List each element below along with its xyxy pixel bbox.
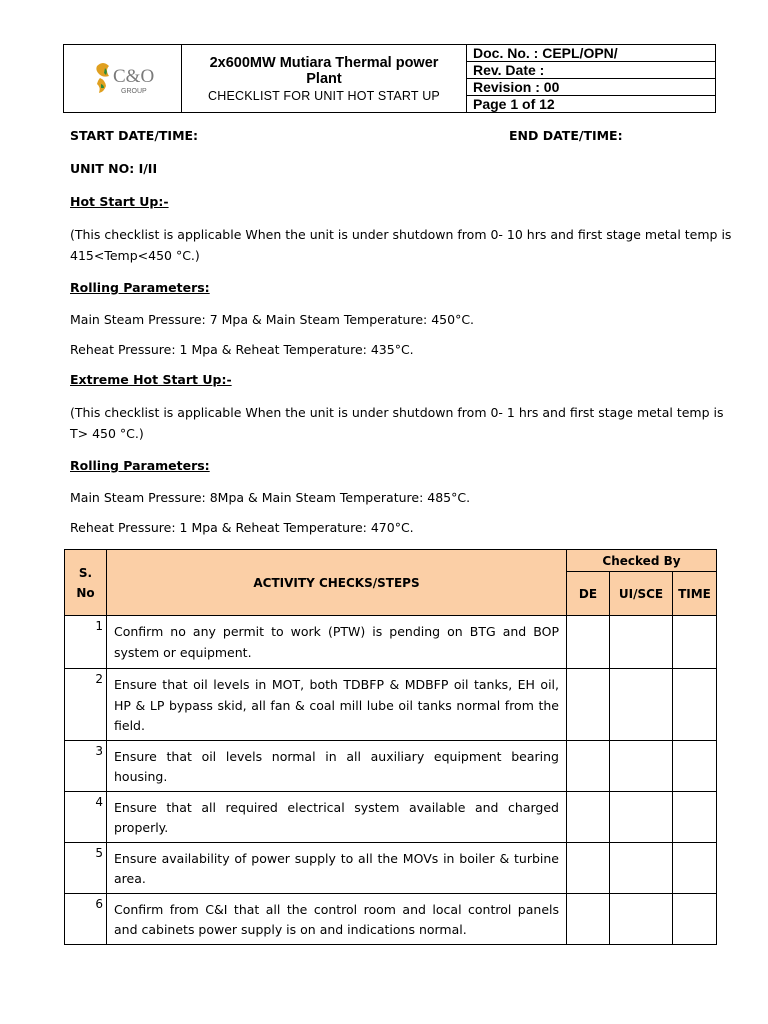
de-cell[interactable] (567, 740, 610, 791)
activity-text: Confirm from C&I that all the control room and local control panels and cabinets power supply is on and indications normal. (107, 893, 567, 944)
document-header (63, 44, 716, 113)
de-cell[interactable] (567, 616, 610, 669)
activity-text: Ensure availability of power supply to all the MOVs in boiler & turbine area. (107, 842, 567, 893)
rev-date: Rev. Date : (467, 62, 715, 79)
time-cell[interactable] (673, 740, 717, 791)
start-date-label: START DATE/TIME: (70, 128, 199, 143)
hot-reheat: Reheat Pressure: 1 Mpa & Reheat Temperature: 435°C. (70, 342, 414, 357)
checklist-table (64, 549, 717, 945)
plant-title: 2x600MW Mutiara Thermal power Plant (209, 55, 439, 87)
row-number: 6 (65, 893, 107, 944)
de-cell[interactable] (567, 842, 610, 893)
extreme-reheat: Reheat Pressure: 1 Mpa & Reheat Temperature: 470°C. (70, 520, 414, 535)
table-row (65, 842, 717, 893)
row-number: 3 (65, 740, 107, 791)
row-number: 4 (65, 791, 107, 842)
ui-sce-header: UI/SCE (610, 572, 673, 616)
activity-text: Ensure that oil levels in MOT, both TDBFP & MDBFP oil tanks, EH oil, HP & LP bypass skid, all fan & coal mill lube oil tanks normal from the field. (107, 669, 567, 741)
de-cell[interactable] (567, 893, 610, 944)
hot-rolling-heading: Rolling Parameters: (70, 280, 210, 295)
sno-header: S. No (65, 550, 107, 616)
ui-sce-cell[interactable] (610, 893, 673, 944)
de-cell[interactable] (567, 669, 610, 741)
ui-sce-cell[interactable] (610, 740, 673, 791)
page-number: Page 1 of 12 (473, 96, 555, 112)
doc-number: Doc. No. : CEPL/OPN/ (467, 45, 715, 62)
extreme-rolling-heading: Rolling Parameters: (70, 458, 210, 473)
svg-text:GROUP: GROUP (120, 87, 147, 95)
revision: Revision : 00 (467, 79, 715, 96)
row-number: 5 (65, 842, 107, 893)
hot-main-steam: Main Steam Pressure: 7 Mpa & Main Steam Temperature: 450°C. (70, 312, 475, 327)
activity-text: Confirm no any permit to work (PTW) is pending on BTG and BOP system or equipment. (107, 616, 567, 669)
company-logo (64, 45, 182, 112)
ui-sce-cell[interactable] (610, 791, 673, 842)
table-row (65, 616, 717, 669)
row-number: 2 (65, 669, 107, 741)
time-header: TIME (673, 572, 717, 616)
checked-by-header: Checked By (567, 550, 717, 572)
extreme-start-note: (This checklist is applicable When the unit is under shutdown from 0- 1 hrs and first stage metal temp is T> 450 °C.) (70, 405, 724, 441)
table-row (65, 740, 717, 791)
de-header: DE (567, 572, 610, 616)
de-cell[interactable] (567, 791, 610, 842)
activity-text: Ensure that oil levels normal in all auxiliary equipment bearing housing. (107, 740, 567, 791)
activity-header: ACTIVITY CHECKS/STEPS (107, 550, 567, 616)
time-cell[interactable] (673, 616, 717, 669)
doc-info (467, 45, 715, 112)
logo-icon (91, 56, 155, 102)
time-cell[interactable] (673, 893, 717, 944)
activity-text: Ensure that all required electrical system available and charged properly. (107, 791, 567, 842)
table-row (65, 893, 717, 944)
extreme-start-heading: Extreme Hot Start Up:- (70, 372, 232, 387)
checklist-title: CHECKLIST FOR UNIT HOT START UP (208, 89, 440, 103)
svg-text:C&O: C&O (112, 65, 154, 87)
ui-sce-cell[interactable] (610, 669, 673, 741)
unit-number: UNIT NO: I/II (70, 161, 158, 176)
ui-sce-cell[interactable] (610, 616, 673, 669)
time-cell[interactable] (673, 842, 717, 893)
table-row (65, 791, 717, 842)
table-row (65, 669, 717, 741)
hot-start-note: (This checklist is applicable When the unit is under shutdown from 0- 10 hrs and first stage metal temp is 415<Temp<450 °C.) (70, 227, 732, 263)
time-cell[interactable] (673, 669, 717, 741)
time-cell[interactable] (673, 791, 717, 842)
extreme-main-steam: Main Steam Pressure: 8Mpa & Main Steam Temperature: 485°C. (70, 490, 471, 505)
end-date-label: END DATE/TIME: (509, 128, 623, 143)
row-number: 1 (65, 616, 107, 669)
hot-start-heading: Hot Start Up:- (70, 194, 169, 209)
ui-sce-cell[interactable] (610, 842, 673, 893)
header-title-block (182, 45, 467, 112)
